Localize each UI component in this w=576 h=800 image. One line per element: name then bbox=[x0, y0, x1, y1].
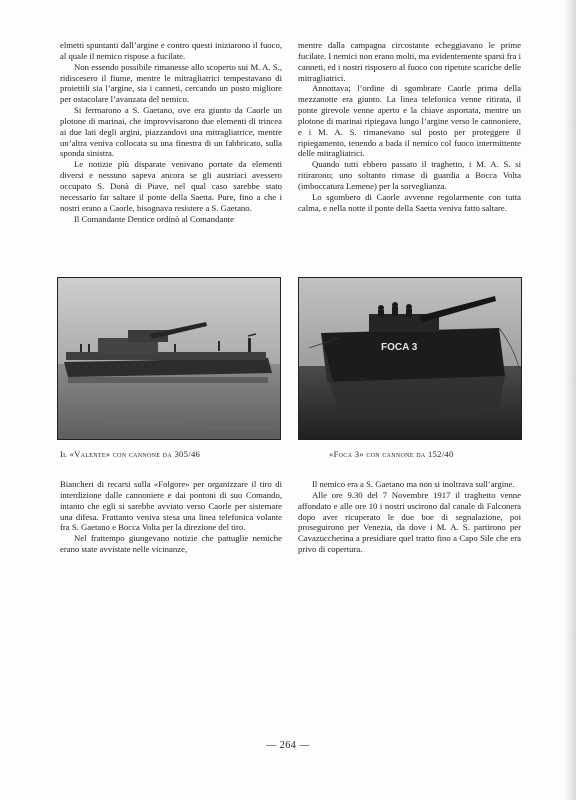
paragraph: mentre dalla campagna circostante echeggiavano le prime fucilate. I nemici non erano molti, ma evidentemente sparsi fra i canneti, ed i nostri risposero al fuoco con ripetute scariche delle mitragliatrici. bbox=[298, 40, 521, 83]
caption-right bbox=[329, 449, 454, 459]
paragraph: Alle ore 9.30 del 7 Novembre 1917 il traghetto venne affondato e alle ore 10 i nostri uscirono dal canale di Falconera dopo aver ricuperato le due boe di segnalazione, poi proseguirono per Venezia, da dove i M. A. S. partirono per Cavazuccherina a presidiare quel tratto fino a Capo Sile che era privo di copertura. bbox=[298, 489, 521, 555]
page-edge-shadow bbox=[564, 0, 576, 800]
paragraph: Quando tutti ebbero passato il traghetto, i M. A. S. si ritirarono; uno soltanto rimase di guardia a Bocca Volta (imboccatura Lemene) per la sorveglianza. bbox=[298, 159, 521, 191]
paragraph: elmetti spuntanti dall’argine e contro questi iniziarono il fuoco, al quale il nemico rispose a fucilate. bbox=[60, 40, 282, 61]
photo-valente bbox=[57, 277, 281, 440]
paragraph: Non essendo possibile rimanesse allo scoperto sui M. A. S., ridiscesero il fiume, mentre le mitragliatrici tempestavano di proiettili sia l’argine, sia i canneti, cercando un posto migliore per ostacolare l’avanzata del nemico. bbox=[60, 61, 282, 105]
caption-text: «Foca 3» con cannone da 152/40 bbox=[329, 449, 454, 459]
caption-text: Il «Valente» con cannone da 305/46 bbox=[60, 449, 201, 459]
text-column-top-right bbox=[298, 40, 521, 214]
text-column-bottom-right bbox=[298, 479, 521, 555]
paragraph: Biancheri di recarsi sulla «Folgore» per organizzare il tiro di interdizione dalle cannoniere e dai pontoni di suo Comando, intanto che egli si sarebbe avviato verso Caorle per sistemare una difesa. Frattanto veniva stesa una linea telefonica volante fra S. Gaetano e Bocca Volta per la direzione del tiro. bbox=[60, 479, 282, 533]
page-number: — 264 — bbox=[266, 740, 310, 751]
text-column-top-left bbox=[60, 40, 282, 224]
paragraph: Nel frattempo giungevano notizie che pattuglie nemiche erano state avvistate nelle vicinanze, bbox=[60, 533, 282, 555]
hull-lettering: FOCA 3 bbox=[381, 342, 418, 353]
paragraph: Il Comandante Dentice ordinò al Comandante bbox=[74, 213, 234, 224]
caption-left bbox=[60, 449, 200, 459]
paragraph: Si fermarono a S. Gaetano, ove era giunto da Caorle un plotone di marinai, che improvvisarono due elementi di trincea ai due lati degli argini, piazzandovi una mitragliatrice, mentre un’altra veniva collocata su una finestra di un fabbricato, sulla sponda sinistra. bbox=[60, 105, 282, 159]
text-column-bottom-left bbox=[60, 479, 282, 555]
photo-foca-3 bbox=[298, 277, 522, 440]
paragraph: Il nemico era a S. Gaetano ma non si inoltrava sull’argine. bbox=[312, 479, 515, 489]
paragraph: Le notizie più disparate venivano portate da elementi diversi e nessuno sapeva ancora se gli austriaci avessero occupato S. Donà di Piave, nel qual caso sarebbe stato necessario far saltare il ponte della Saetta. Pure, fino a che i nostri erano a Caorle, bisognava resistere a S. Gaetano. bbox=[60, 159, 282, 213]
paragraph: Annottava; l’ordine di sgombrare Caorle prima della mezzanotte era giunto. La linea telefonica venne ritirata, il ponte girevole venne aperto e la chiave asportata, mentre un plotone di marinai ripiegava lungo l’argine verso le cannoniere, e i M. A. S. rimanevano sul posto per proteggere il ripiegamento, tenendo a bada il nemico col fuoco intermittente delle mitragliatrici. bbox=[298, 83, 521, 159]
paragraph: Lo sgombero di Caorle avvenne regolarmente con tutta calma, e nella notte il ponte della Saetta veniva fatto saltare. bbox=[298, 191, 521, 213]
